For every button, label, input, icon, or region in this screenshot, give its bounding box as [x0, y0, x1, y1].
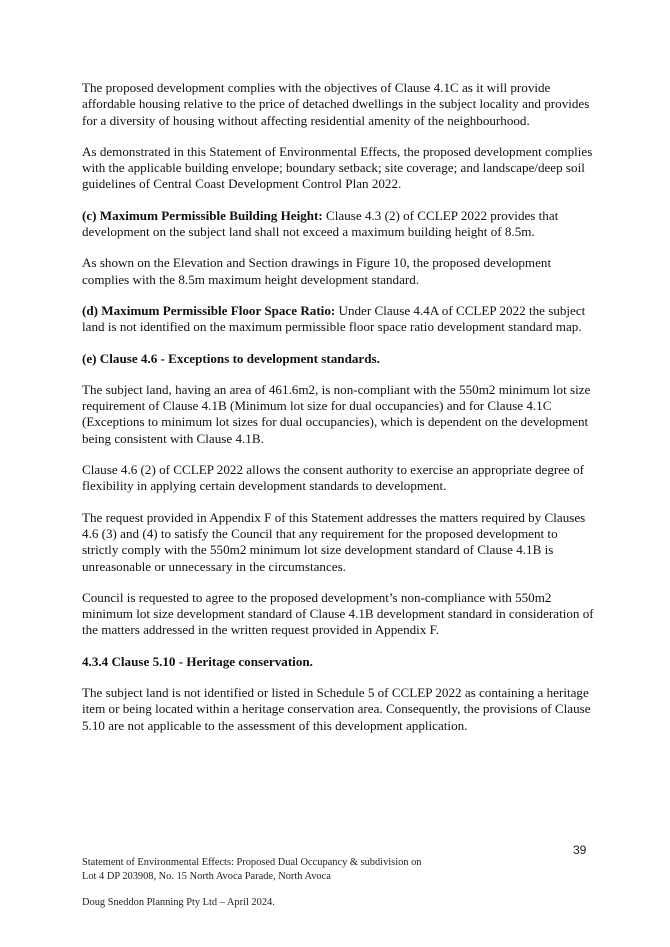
footer-title-line-1: Statement of Environmental Effects: Proposed Dual Occupancy & subdivision on [82, 857, 422, 868]
heading-heritage-conservation: 4.3.4 Clause 5.10 - Heritage conservation. [82, 653, 313, 669]
paragraph-building-height [82, 208, 594, 241]
paragraph-council-request: Council is requested to agree to the proposed development’s non-compliance with 550m2 minimum lot size development standard of Clause 4.1B development standard in consideration of the matters addressed in the written request provided in Appendix F. [82, 589, 594, 638]
document-body [82, 80, 594, 749]
page-footer [82, 856, 562, 910]
paragraph-clause-4-1c-objectives: The proposed development complies with the objectives of Clause 4.1C as it will provide affordable housing relative to the price of detached dwellings in the subject locality and provides for a diversity of housing without affecting residential amenity of the neighbourhood. [82, 80, 590, 128]
heading-floor-space-ratio: (d) Maximum Permissible Floor Space Ratio: [82, 302, 336, 318]
text-building-height: Clause 4.3 (2) of CCLEP 2022 provides that development on the subject land shall not exceed a maximum building height of 8.5m. [82, 207, 559, 240]
paragraph-lot-size-noncompliance: The subject land, having an area of 461.6m2, is non-compliant with the 550m2 minimum lot size requirement of Clause 4.1B (Minimum lot size for dual occupancies) and for Clause 4.1C (Exceptions to minimum lot sizes for dual occupancies), which is dependent on the development being consistent with Clause 4.1B. [82, 381, 591, 446]
footer-company: Doug Sneddon Planning Pty Ltd – April 2024. [82, 897, 275, 908]
paragraph-dcp-compliance: As demonstrated in this Statement of Environmental Effects, the proposed development complies with the applicable building envelope; boundary setback; site coverage; and landscape/deep soil guidelines of Central Coast Development Control Plan 2022. [82, 143, 593, 192]
paragraph-floor-space-ratio [82, 303, 594, 336]
heading-building-height: (c) Maximum Permissible Building Height: [82, 207, 323, 223]
paragraph-heritage: The subject land is not identified or listed in Schedule 5 of CCLEP 2022 as containing a heritage item or being located within a heritage conservation area. Consequently, the provisions of Clause 5.10 are not applicable to the assessment of this development application. [82, 685, 591, 733]
page-number: 39 [573, 843, 587, 857]
paragraph-clause-4-6-flexibility: Clause 4.6 (2) of CCLEP 2022 allows the consent authority to exercise an appropriate degree of flexibility in applying certain development standards to development. [82, 462, 585, 494]
paragraph-appendix-f-request: The request provided in Appendix F of this Statement addresses the matters required by Clauses 4.6 (3) and (4) to satisfy the Council that any requirement for the proposed development to strictly comply with the 550m2 minimum lot size development standard of Clause 4.1B is unreasonable or unnecessary in the circumstances. [82, 509, 586, 574]
text-floor-space-ratio: Under Clause 4.4A of CCLEP 2022 the subject land is not identified on the maximum permissible floor space ratio development standard map. [82, 302, 586, 335]
heading-clause-4-6: (e) Clause 4.6 - Exceptions to development standards. [82, 350, 380, 366]
paragraph-height-compliance: As shown on the Elevation and Section drawings in Figure 10, the proposed development complies with the 8.5m maximum height development standard. [82, 255, 552, 287]
footer-title-line-2: Lot 4 DP 203908, No. 15 North Avoca Parade, North Avoca [82, 871, 331, 882]
